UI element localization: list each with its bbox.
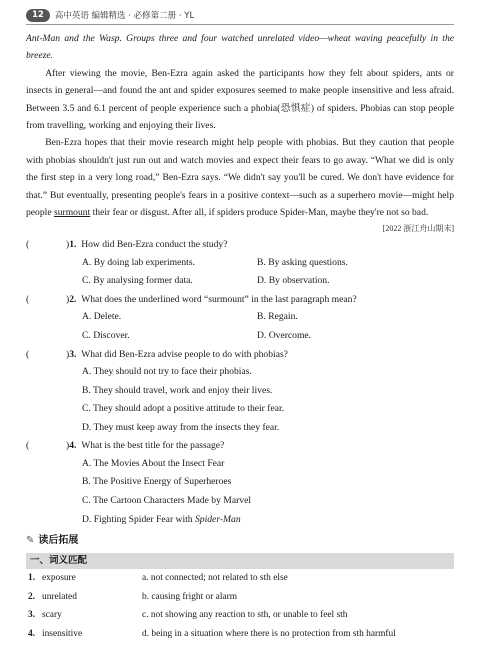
vocab-definition: d. being in a situation where there is no protection from sth harmful	[142, 628, 396, 639]
question-text-part: ” in the last paragraph mean?	[244, 294, 357, 306]
options	[82, 254, 454, 291]
option: D. They must keep away from the insects they fear.	[82, 421, 280, 433]
passage-text: Ben-Ezra hopes that their movie research might help people with phobias. But they caution that people with phobias shouldn't just run out and watch movies and expect their fears to go away. “What we did is only the first step in a very long road,” Ben-Ezra says. “We didn't say you'll be cured. We don't have evidence for that.” But eventually, presenting people's fears in a positive context—such as a superhero movie—might help people	[26, 137, 454, 219]
vocab-number: 3.	[28, 610, 36, 621]
passage-paragraph	[26, 30, 454, 65]
answer-paren-open: (	[26, 239, 30, 251]
vocab-word: scary	[42, 610, 62, 621]
question-text: What is the best title for the passage?	[81, 440, 225, 452]
options	[82, 308, 454, 345]
option: C. Discover.	[82, 330, 130, 342]
paren-close: )	[66, 294, 70, 306]
options	[82, 363, 454, 437]
answer-blank	[38, 291, 66, 308]
answer-paren-open: (	[26, 348, 30, 360]
answer-blank	[38, 346, 66, 363]
vocab-definition: c. not showing any reaction to sth, or unable to feel sth	[142, 610, 348, 621]
question-number: 1.	[69, 239, 77, 251]
option: B. They should travel, work and enjoy their lives.	[82, 384, 273, 396]
option: A. By doing lab experiments.	[82, 256, 195, 268]
vocab-definition: a. not connected; not related to sth else	[142, 573, 288, 584]
question-text: What did Ben-Ezra advise people to do with phobias?	[81, 348, 288, 360]
option: C. The Cartoon Characters Made by Marvel	[82, 495, 251, 507]
option: C. They should adopt a positive attitude to their fear.	[82, 403, 285, 415]
question-text: How did Ben-Ezra conduct the study?	[81, 239, 228, 251]
paren-close: )	[66, 239, 70, 251]
header-divider	[26, 24, 454, 25]
question-number: 2.	[69, 294, 77, 306]
book-title: 高中英语 编辑精选 · 必修第二册 · YL	[54, 11, 195, 21]
extension-heading	[26, 533, 454, 549]
answer-blank	[38, 437, 66, 454]
question-text-part: What does the underlined word “	[81, 294, 209, 306]
passage-text: their fear or disgust. After all, if spiders produce Spider-Man, maybe they're not so bad.	[90, 207, 429, 219]
option: B. The Positive Energy of Superheroes	[82, 476, 232, 488]
question	[26, 291, 454, 308]
option: D. Overcome.	[257, 330, 312, 342]
page-header	[26, 8, 194, 22]
question-number: 4.	[69, 440, 77, 452]
vocab-definition: b. causing fright or alarm	[142, 591, 238, 602]
page-number: 12	[26, 9, 50, 22]
question	[26, 437, 454, 454]
vocab-row	[26, 606, 454, 625]
option: A. The Movies About the Insect Fear	[82, 457, 225, 469]
answer-blank	[38, 236, 66, 253]
option: A. They should not try to face their phobias.	[82, 366, 252, 378]
vocab-word: insensitive	[42, 628, 83, 639]
option	[82, 511, 454, 530]
vocab-word: exposure	[42, 573, 76, 584]
passage-line: Ant-Man and the Wasp. Groups three and four watched unrelated video—wheat waving peacefully in the breeze.	[26, 33, 454, 62]
extension-title: 读后拓展	[38, 535, 79, 547]
option: C. By analysing former data.	[82, 275, 193, 287]
question	[26, 236, 454, 253]
vocab-number: 2.	[28, 591, 36, 602]
page-content	[26, 30, 454, 643]
option: B. Regain.	[257, 311, 298, 323]
vocab-number: 4.	[28, 628, 36, 639]
underlined-word: surmount	[53, 207, 91, 219]
answer-paren-open: (	[26, 440, 30, 452]
vocab-row	[26, 588, 454, 607]
option: A. Delete.	[82, 311, 122, 323]
option-italic: Spider-Man	[195, 513, 241, 525]
question-number: 3.	[69, 348, 77, 360]
source-citation: [2022 浙江舟山期末]	[382, 224, 454, 234]
question	[26, 346, 454, 363]
question-text-word: surmount	[208, 294, 245, 306]
passage-paragraph: After viewing the movie, Ben-Ezra again asked the participants how they felt about spiders, ants or insects in general—and found the ant and spider exposures seemed to make people insensitive and less afraid. Between 3.5 and 6.1 percent of people experience such a phobia(恐惧症) of spiders. Phobias can stop people from travelling, working and enjoying their lives.	[26, 67, 454, 132]
vocab-number: 1.	[28, 573, 36, 584]
option: D. By observation.	[257, 275, 330, 287]
vocab-row	[26, 569, 454, 588]
option-text: D. Fighting Spider Fear with	[82, 513, 195, 525]
question-text	[81, 291, 356, 308]
option: B. By asking questions.	[257, 256, 348, 268]
paren-close: )	[66, 440, 70, 452]
paren-close: )	[66, 348, 70, 360]
options	[82, 455, 454, 529]
passage-paragraph	[26, 134, 454, 221]
answer-paren-open: (	[26, 294, 30, 306]
vocab-section-title: 一、词义匹配	[26, 553, 454, 569]
vocab-word: unrelated	[42, 591, 77, 602]
pen-icon: ✎	[26, 535, 35, 547]
vocab-row	[26, 625, 454, 644]
